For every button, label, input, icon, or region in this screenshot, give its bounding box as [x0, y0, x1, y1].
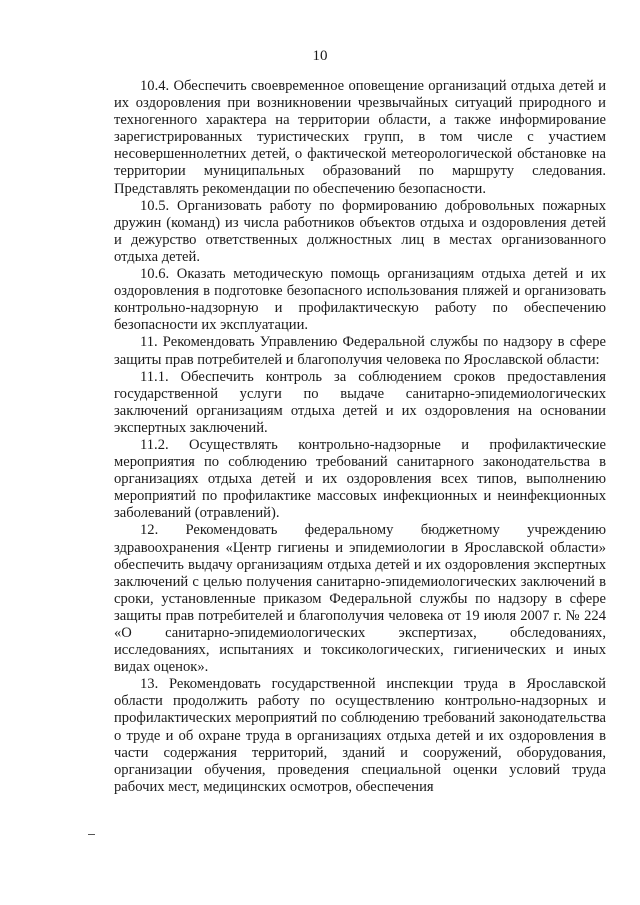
page-number: 10 [312, 48, 328, 64]
paragraph-10-6: 10.6. Оказать методическую помощь организациям отдыха детей и их оздоровления в подготовке безопасного использования пляжей и организовать контрольно-надзорную и профилактическую работу по обеспечению безопасности их эксплуатации. [114, 266, 606, 334]
document-body [114, 78, 606, 796]
scan-mark [88, 834, 95, 835]
paragraph-10-5: 10.5. Организовать работу по формированию добровольных пожарных дружин (команд) из числа работников объектов отдыха и оздоровления детей и дежурство ответственных должностных лиц в местах организованного отдыха детей. [114, 197, 606, 265]
paragraph-10-4: 10.4. Обеспечить своевременное оповещение организаций отдыха детей и их оздоровления при возникновении чрезвычайных ситуаций природного и техногенного характера на территории области, а также информирование зарегистрированных туристических групп, в том числе с участием несовершеннолетних детей, о фактической метеорологической обстановке на территории муниципальных образований по маршруту следования. Представлять рекомендации по обеспечению безопасности. [114, 78, 606, 197]
paragraph-11: 11. Рекомендовать Управлению Федеральной службы по надзору в сфере защиты прав потребителей и благополучия человека по Ярославской области: [114, 334, 606, 368]
paragraph-13: 13. Рекомендовать государственной инспекции труда в Ярославской области продолжить работу по осуществлению контрольно-надзорных и профилактических мероприятий по соблюдению требований законодательства о труде и об охране труда в организациях отдыха детей и их оздоровления в части содержания территорий, зданий и сооружений, оборудования, организации обучения, проведения специальной оценки условий труда рабочих мест, медицинских осмотров, обеспечения [114, 676, 606, 795]
paragraph-11-2: 11.2. Осуществлять контрольно-надзорные и профилактические мероприятия по соблюдению требований санитарного законодательства в организациях отдыха детей и их оздоровления всех типов, выполнению мероприятий по профилактике массовых инфекционных и неинфекционных заболеваний (отравлений). [114, 436, 606, 522]
paragraph-11-1: 11.1. Обеспечить контроль за соблюдением сроков предоставления государственной услуги по выдаче санитарно-эпидемиологических заключений организациям отдыха детей и их оздоровления на основании экспертных заключений. [114, 368, 606, 436]
paragraph-12: 12. Рекомендовать федеральному бюджетному учреждению здравоохранения «Центр гигиены и эпидемиологии в Ярославской области» обеспечить выдачу организациям отдыха детей и их оздоровления экспертных заключений с целью получения санитарно-эпидемиологических заключений в сроки, установленные приказом Федеральной службы по надзору в сфере защиты прав потребителей и благополучия человека от 19 июля 2007 г. № 224 «О санитарно-эпидемиологических экспертизах, обследованиях, исследованиях, испытаниях и токсикологических, гигиенических и иных видах оценок». [114, 522, 606, 676]
